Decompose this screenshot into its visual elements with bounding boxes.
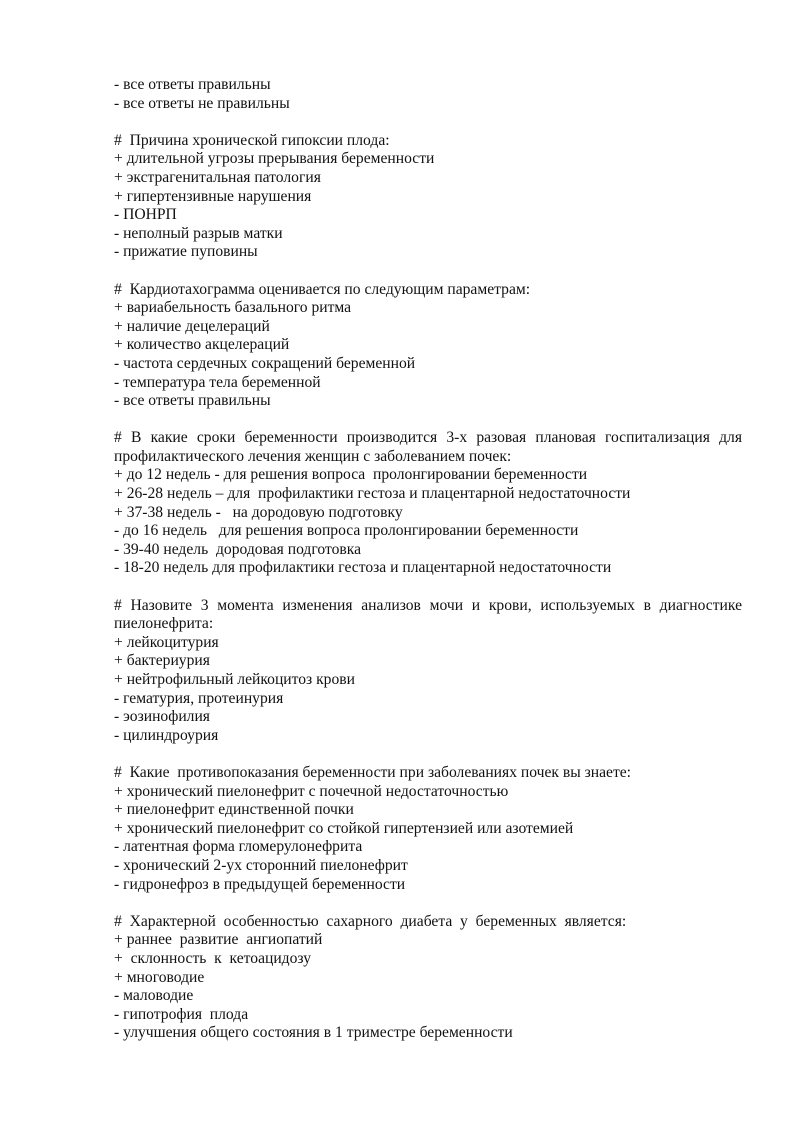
answer-option: - латентная форма гломерулонефрита: [114, 838, 363, 856]
answer-option: - маловодие: [114, 987, 194, 1005]
answer-option: - прижатие пуповины: [114, 243, 258, 261]
question-block: [114, 596, 746, 746]
answer-option: - гипотрофия плода: [114, 1005, 249, 1023]
question-title: # Какие противопоказания беременности при заболеваниях почек вы знаете:: [114, 763, 632, 781]
answer-option: + бактериурия: [114, 652, 210, 670]
answer-option: + раннее развитие ангиопатий: [114, 931, 323, 949]
question-block: [114, 429, 746, 578]
answer-option: + склонность к кетоацидозу: [114, 949, 312, 967]
answer-option: - до 16 недель для решения вопроса пролонгировании беременности: [114, 522, 579, 540]
document-page: [114, 76, 746, 1061]
answer-option: + 26-28 недель – для профилактики гестоза и плацентарной недостаточности: [114, 485, 631, 503]
answer-option: + 37-38 недель - на дородовую подготовку: [114, 503, 403, 521]
answer-option: + многоводие: [114, 968, 205, 986]
answer-option: + количество акцелераций: [114, 336, 290, 354]
answer-option: - хронический 2-ух сторонний пиелонефрит: [114, 856, 408, 874]
answer-option: - все ответы не правильны: [114, 94, 290, 112]
answer-option: + хронический пиелонефрит с почечной недостаточностью: [114, 782, 509, 800]
question-title: # Характерной особенностью сахарного диабета у беременных является:: [114, 912, 627, 930]
answer-option: - все ответы правильны: [114, 76, 271, 93]
answer-option: - ПОНРП: [114, 206, 177, 224]
question-title: # Кардиотахограмма оценивается по следующим параметрам:: [114, 280, 531, 298]
answer-option: + длительной угрозы прерывания беременности: [114, 150, 435, 168]
answer-option: - неполный разрыв матки: [114, 224, 283, 242]
answer-option: - частота сердечных сокращений беременной: [114, 354, 416, 372]
answer-option: - эозинофилия: [114, 708, 210, 726]
question-title: # Причина хронической гипоксии плода:: [114, 131, 390, 149]
answer-option: + пиелонефрит единственной почки: [114, 801, 354, 819]
answer-option: + нейтрофильный лейкоцитоз крови: [114, 671, 355, 688]
question-block: [114, 913, 742, 1043]
answer-option: + хронический пиелонефрит со стойкой гипертензией или азотемией: [114, 819, 574, 837]
answer-option: - температура тела беременной: [114, 373, 321, 391]
answer-option: - 39-40 недель дородовая подготовка: [114, 540, 361, 558]
answer-option: - 18-20 недель для профилактики гестоза и плацентарной недостаточности: [114, 559, 612, 577]
answer-option: + лейкоцитурия: [114, 633, 219, 651]
question-title: # Назовите 3 момента изменения анализов мочи и крови, используемых в диагностике пиелонефрита:: [114, 596, 746, 633]
answer-option: - улучшения общего состояния в 1 триместре беременности: [114, 1024, 513, 1042]
answer-option: - все ответы правильны: [114, 392, 271, 410]
answer-option: + экстрагенитальная патология: [114, 168, 321, 186]
answer-option: + гипертензивные нарушения: [114, 187, 312, 205]
intro-block: [114, 76, 742, 113]
answer-option: + наличие децелераций: [114, 317, 270, 335]
answer-option: - цилиндроурия: [114, 726, 219, 744]
answer-option: + до 12 недель - для решения вопроса пролонгировании беременности: [114, 466, 588, 484]
question-title: # В какие сроки беременности производится 3-х разовая плановая госпитализация для профилактического лечения женщин с заболеванием почек:: [114, 429, 746, 465]
answer-option: - гидронефроз в предыдущей беременности: [114, 875, 406, 893]
question-block: [114, 281, 742, 411]
question-block: [114, 132, 742, 262]
answer-option: + вариабельность базального ритма: [114, 299, 352, 317]
question-block: [114, 764, 742, 894]
answer-option: - гематурия, протеинурия: [114, 689, 284, 707]
